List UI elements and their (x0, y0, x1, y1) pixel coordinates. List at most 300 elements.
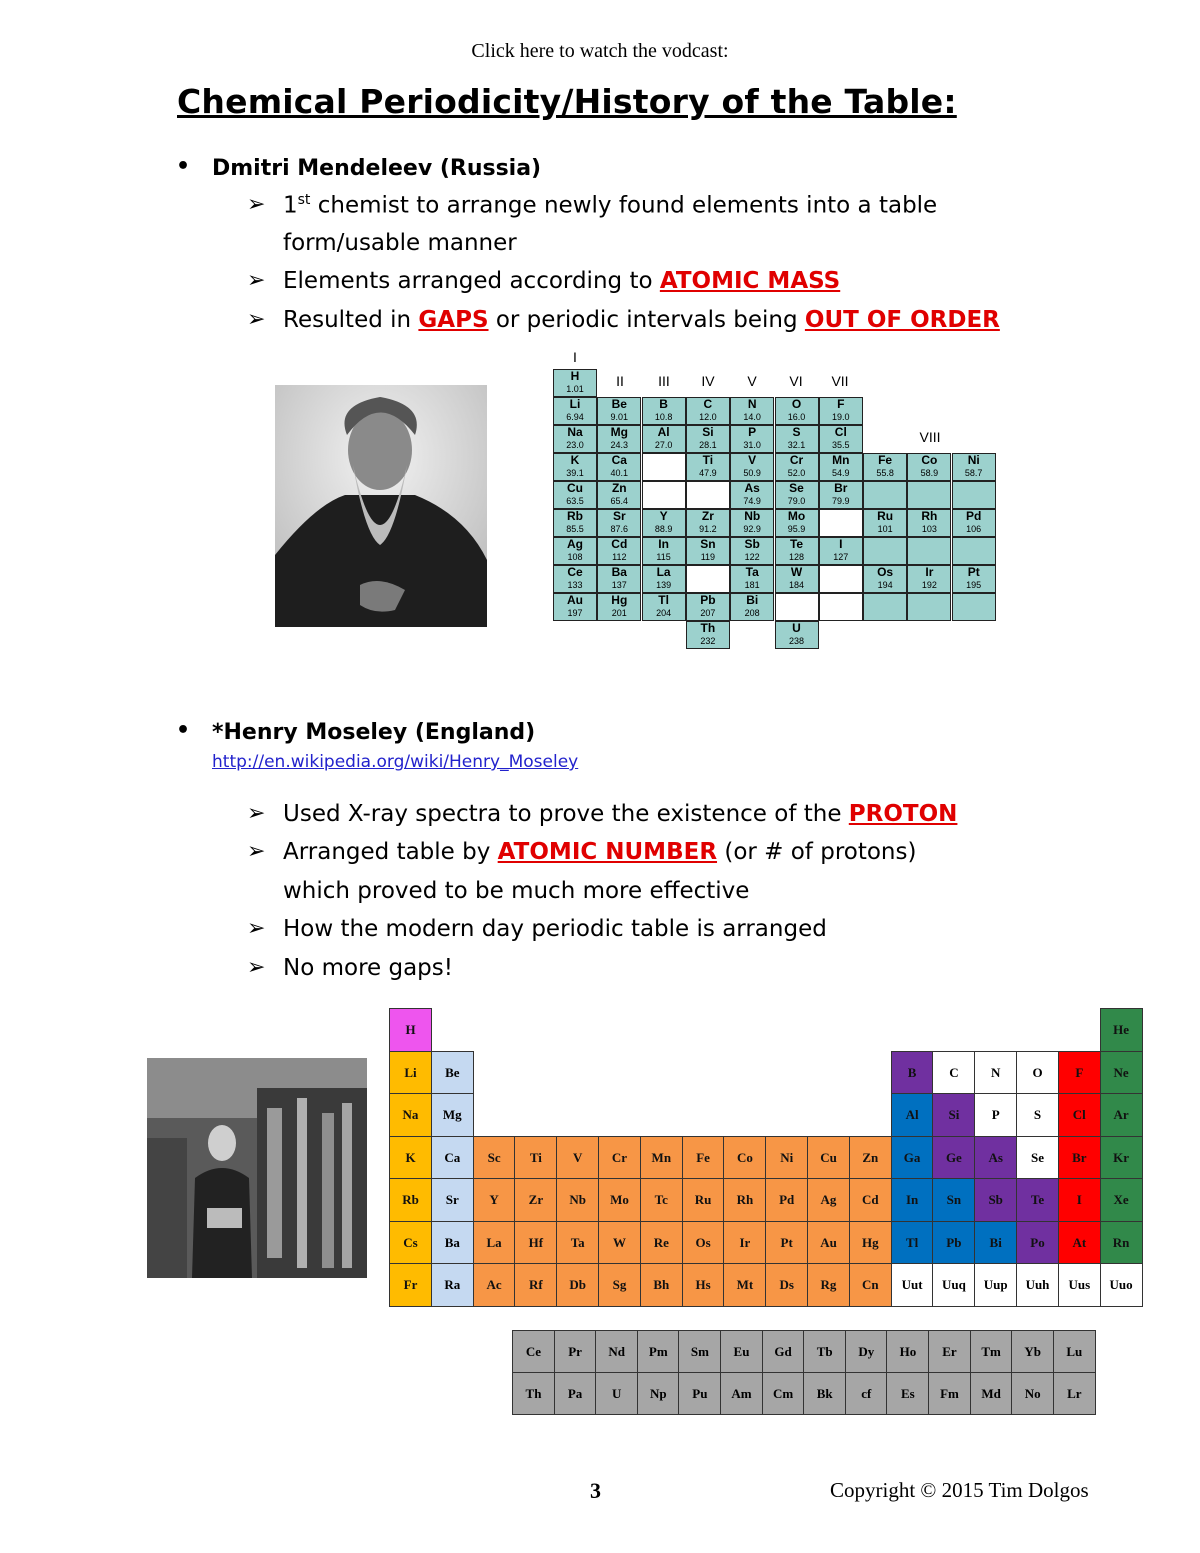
lanthanide-cell (720, 1330, 763, 1373)
element-symbol: Ge (945, 1149, 962, 1165)
element-symbol: Cr (611, 1149, 628, 1165)
element-mass: 6.94 (566, 412, 584, 422)
element-symbol: I (839, 537, 843, 551)
element-symbol: W (790, 565, 803, 579)
group-label: VII (831, 373, 849, 389)
element-symbol: Pu (692, 1385, 708, 1401)
element-symbol: Y (659, 509, 668, 523)
element-cell (556, 1221, 599, 1265)
element-symbol: Sg (612, 1277, 627, 1292)
element-cell (891, 1221, 934, 1265)
element-symbol: Kr (1113, 1149, 1130, 1165)
element-cell (974, 1136, 1017, 1180)
mendeleev-element-cell (730, 565, 774, 593)
element-mass: 181 (744, 580, 760, 590)
mendeleev-filler-cell (907, 593, 951, 621)
mendeleev-element-cell (863, 509, 907, 537)
mendeleev-element-cell (597, 537, 641, 565)
element-symbol: Ac (486, 1277, 502, 1292)
element-cell (598, 1263, 641, 1307)
element-symbol: Bh (653, 1277, 670, 1292)
element-symbol: La (656, 565, 671, 579)
element-symbol: Ir (739, 1234, 751, 1250)
element-cell (974, 1263, 1017, 1307)
element-mass: 10.8 (654, 412, 673, 422)
element-symbol: S (792, 425, 801, 439)
element-symbol: At (1072, 1234, 1087, 1250)
mendeleev-element-cell (819, 453, 863, 481)
mendeleev-element-cell (907, 565, 951, 593)
element-mass: 127 (833, 552, 849, 562)
element-symbol: Au (820, 1234, 837, 1250)
element-symbol: Y (489, 1192, 499, 1207)
element-cell (932, 1093, 975, 1137)
element-symbol: Te (789, 537, 804, 551)
element-cell (1100, 1136, 1143, 1180)
element-mass: 122 (744, 552, 760, 562)
element-cell (891, 1136, 934, 1180)
element-symbol: Po (1030, 1234, 1045, 1250)
mendeleev-element-cell (775, 565, 819, 593)
element-cell (682, 1263, 725, 1307)
mendeleev-filler-cell (863, 537, 907, 565)
element-cell (389, 1051, 432, 1095)
element-mass: 79.9 (832, 496, 850, 506)
mendeleev-gap-cell (642, 453, 686, 481)
arrow-bullet-icon: ➢ (247, 192, 266, 217)
element-symbol: Lr (1067, 1385, 1082, 1401)
element-symbol: Ho (899, 1343, 917, 1359)
mendeleev-gap-cell (686, 565, 730, 593)
element-symbol: As (744, 481, 760, 495)
element-cell (514, 1178, 557, 1222)
element-cell (1058, 1178, 1101, 1222)
element-symbol: Ne (1113, 1064, 1129, 1080)
element-cell (1058, 1093, 1101, 1137)
element-symbol: Ni (780, 1149, 794, 1165)
mendeleev-element-cell (775, 509, 819, 537)
element-mass: 39.1 (566, 468, 584, 478)
element-symbol: N (747, 397, 757, 411)
element-symbol: Ba (611, 565, 627, 579)
mendeleev-gap-cell (775, 593, 819, 621)
element-symbol: U (792, 621, 801, 635)
element-mass: 208 (744, 608, 760, 618)
element-cell (1016, 1263, 1059, 1307)
element-cell (556, 1136, 599, 1180)
element-symbol: La (486, 1234, 502, 1250)
element-symbol: Th (700, 621, 716, 635)
element-symbol: Zn (611, 481, 627, 495)
actinide-cell (845, 1372, 888, 1415)
element-symbol: Th (525, 1385, 542, 1401)
element-mass: 112 (612, 552, 627, 562)
element-cell (849, 1263, 892, 1307)
element-symbol: Lu (1066, 1343, 1083, 1359)
element-symbol: Pr (568, 1343, 582, 1359)
mendeleev-element-cell (730, 537, 774, 565)
element-cell (682, 1221, 725, 1265)
element-symbol: P (991, 1107, 1000, 1122)
element-mass: 201 (611, 608, 627, 618)
lanthanide-cell (762, 1330, 805, 1373)
element-mass: 79.0 (787, 496, 806, 506)
group-label: IV (701, 373, 715, 389)
element-symbol: Ds (779, 1277, 794, 1292)
element-mass: 88.9 (654, 524, 673, 534)
element-symbol: Ta (745, 565, 759, 579)
actinide-cell (720, 1372, 763, 1415)
element-symbol: H (570, 369, 580, 383)
element-symbol: V (572, 1149, 583, 1165)
element-symbol: cf (861, 1385, 872, 1401)
element-symbol: Mn (832, 453, 850, 467)
element-mass: 137 (611, 580, 627, 590)
mendeleev-element-cell (553, 481, 597, 509)
actinide-cell (512, 1372, 555, 1415)
element-symbol: Zn (862, 1149, 879, 1165)
element-symbol: Pa (567, 1385, 583, 1401)
mendeleev-element-cell (686, 397, 730, 425)
element-mass: 139 (656, 580, 672, 590)
element-mass: 85.5 (566, 524, 584, 534)
mendeleev-element-cell (819, 397, 863, 425)
mendeleev-element-cell (730, 481, 774, 509)
mendeleev-element-cell (730, 397, 774, 425)
element-symbol: Tc (654, 1192, 668, 1207)
element-cell (807, 1221, 850, 1265)
element-symbol: Os (695, 1234, 711, 1250)
actinide-cell (762, 1372, 805, 1415)
element-symbol: Eu (733, 1343, 750, 1359)
element-symbol: Sn (700, 537, 716, 551)
mendeleev-element-cell (819, 481, 863, 509)
element-cell (1100, 1178, 1143, 1222)
element-mass: 1.01 (566, 384, 584, 394)
element-symbol: Db (569, 1277, 586, 1292)
element-symbol: Mn (651, 1149, 672, 1165)
element-mass: 47.9 (699, 468, 717, 478)
element-symbol: Uuq (941, 1277, 966, 1292)
mendeleev-element-cell (553, 425, 597, 453)
element-symbol: F (1075, 1064, 1084, 1080)
element-symbol: Hg (611, 593, 628, 607)
element-symbol: Hg (861, 1234, 879, 1250)
actinide-cell (886, 1372, 929, 1415)
element-cell (1100, 1263, 1143, 1307)
element-symbol: Ni (967, 453, 980, 467)
mendeleev-heading-text: Dmitri Mendeleev (Russia) (212, 156, 542, 181)
element-cell (556, 1263, 599, 1307)
element-cell (1016, 1136, 1059, 1180)
bullet-icon: • (176, 718, 191, 743)
moseley-point-2-cont: which proved to be much more effective (283, 878, 750, 904)
element-symbol: H (405, 1022, 416, 1037)
element-symbol: Zr (528, 1192, 544, 1207)
element-symbol: Cd (611, 537, 628, 551)
element-symbol: Rh (921, 509, 938, 523)
element-symbol: Pb (700, 593, 716, 607)
element-cell (431, 1051, 474, 1095)
element-cell (974, 1051, 1017, 1095)
element-symbol: W (613, 1234, 626, 1250)
mendeleev-gap-cell (819, 565, 863, 593)
element-symbol: Gd (774, 1343, 792, 1359)
element-mass: 28.1 (699, 440, 717, 450)
element-symbol: Sc (487, 1149, 501, 1165)
element-symbol: Uup (983, 1277, 1008, 1292)
actinide-cell (970, 1372, 1013, 1415)
element-symbol: Ir (925, 565, 934, 579)
element-symbol: Hs (695, 1277, 711, 1292)
element-mass: 195 (966, 580, 982, 590)
element-cell (1016, 1093, 1059, 1137)
lanthanide-cell (637, 1330, 680, 1373)
group-label: III (658, 373, 670, 389)
mendeleev-element-cell (775, 621, 819, 649)
element-cell (514, 1136, 557, 1180)
lanthanide-cell (803, 1330, 846, 1373)
element-mass: 192 (921, 580, 937, 590)
element-symbol: Yb (1024, 1343, 1041, 1359)
element-symbol: Ta (570, 1234, 585, 1250)
element-mass: 65.4 (610, 496, 629, 506)
element-symbol: Re (653, 1234, 669, 1250)
element-symbol: Ag (567, 537, 583, 551)
bullet-icon: • (176, 154, 191, 179)
element-cell (1058, 1221, 1101, 1265)
element-mass: 74.9 (743, 496, 761, 506)
element-cell (765, 1178, 808, 1222)
element-cell (723, 1263, 766, 1307)
element-symbol: In (905, 1192, 919, 1207)
mendeleev-element-cell (686, 621, 730, 649)
point-text: Arranged table by (283, 839, 498, 865)
element-cell (598, 1178, 641, 1222)
lanthanide-cell (845, 1330, 888, 1373)
element-cell (1100, 1221, 1143, 1265)
element-symbol: In (658, 537, 669, 551)
element-mass: 128 (788, 552, 805, 562)
element-symbol: Fr (403, 1277, 418, 1292)
mendeleev-gap-cell (642, 481, 686, 509)
element-symbol: Cm (772, 1385, 794, 1401)
element-symbol: Pt (780, 1234, 793, 1250)
lanthanide-cell (595, 1330, 638, 1373)
element-mass: 58.9 (920, 468, 939, 478)
element-symbol: Rh (736, 1192, 754, 1207)
element-cell (389, 1263, 432, 1307)
element-symbol: F (837, 397, 845, 411)
element-cell (556, 1178, 599, 1222)
wikipedia-link[interactable]: http://en.wikipedia.org/wiki/Henry_Moseley (212, 752, 579, 772)
element-symbol: Li (404, 1064, 417, 1080)
actinide-cell (1053, 1372, 1096, 1415)
element-cell (765, 1221, 808, 1265)
element-mass: 108 (567, 552, 583, 562)
lanthanide-cell (928, 1330, 971, 1373)
element-symbol: Mo (787, 509, 806, 523)
point-text: or periodic intervals being (488, 307, 805, 333)
element-symbol: Cd (861, 1192, 879, 1207)
mendeleev-element-cell (775, 397, 819, 425)
element-cell (849, 1178, 892, 1222)
element-symbol: Tl (658, 593, 669, 607)
element-mass: 197 (567, 608, 583, 618)
mendeleev-element-cell (952, 453, 996, 481)
mendeleev-element-cell (863, 565, 907, 593)
element-symbol: Bi (989, 1234, 1002, 1250)
element-symbol: Fm (940, 1385, 959, 1401)
element-symbol: Bk (816, 1385, 833, 1401)
element-symbol: Nd (608, 1343, 625, 1359)
element-symbol: Ar (1113, 1107, 1129, 1122)
element-mass: 87.6 (610, 524, 629, 534)
point-text: 1 (283, 192, 298, 219)
vodcast-link[interactable]: Click here to watch the vodcast: (471, 40, 729, 62)
element-symbol: Au (567, 593, 583, 607)
actinide-cell (595, 1372, 638, 1415)
element-symbol: Nb (569, 1192, 586, 1207)
element-mass: 91.2 (699, 524, 717, 534)
lanthanide-cell (554, 1330, 597, 1373)
element-cell (431, 1178, 474, 1222)
element-mass: 23.0 (566, 440, 584, 450)
element-symbol: Tb (816, 1343, 833, 1359)
moseley-photo (147, 1058, 367, 1278)
lanthanide-cell (970, 1330, 1013, 1373)
element-symbol: Br (834, 481, 848, 495)
arrow-bullet-icon: ➢ (247, 268, 266, 293)
mendeleev-element-cell (597, 453, 641, 481)
element-symbol: V (748, 453, 757, 467)
element-symbol: Te (1030, 1192, 1045, 1207)
element-cell (974, 1093, 1017, 1137)
element-mass: 232 (700, 636, 716, 646)
element-symbol: Si (948, 1107, 960, 1122)
mendeleev-element-cell (686, 593, 730, 621)
element-symbol: Pd (966, 509, 982, 523)
mendeleev-element-cell (597, 509, 641, 537)
element-cell (473, 1263, 516, 1307)
element-symbol: Ca (611, 453, 627, 467)
element-symbol: Xe (1113, 1192, 1129, 1207)
element-symbol: Sb (988, 1192, 1003, 1207)
element-cell (514, 1263, 557, 1307)
element-cell (974, 1221, 1017, 1265)
keyword-gaps: GAPS (418, 307, 489, 333)
element-symbol: Uut (901, 1277, 923, 1292)
element-symbol: Na (567, 425, 583, 439)
group-label: I (573, 349, 577, 365)
point-text: chemist to arrange newly found elements into a table (310, 192, 938, 219)
element-cell (1016, 1178, 1059, 1222)
element-symbol: Be (445, 1064, 460, 1080)
mendeleev-element-cell (863, 453, 907, 481)
element-symbol: Sr (612, 509, 626, 523)
element-symbol: Mt (736, 1277, 754, 1292)
mendeleev-point-1-cont: form/usable manner (283, 230, 517, 256)
element-cell (431, 1093, 474, 1137)
element-symbol: Am (731, 1385, 752, 1401)
element-symbol: Tm (981, 1343, 1001, 1359)
mendeleev-element-cell (730, 593, 774, 621)
element-cell (849, 1136, 892, 1180)
mendeleev-point-1 (247, 192, 938, 219)
element-symbol: Cr (789, 453, 804, 467)
element-symbol: Br (1072, 1149, 1087, 1165)
lanthanide-cell (512, 1330, 555, 1373)
group-label: II (616, 373, 624, 389)
element-cell (389, 1178, 432, 1222)
element-cell (932, 1263, 975, 1307)
mendeleev-point-3 (247, 307, 1000, 333)
mendeleev-element-cell (907, 509, 951, 537)
element-mass: 9.01 (610, 412, 629, 422)
element-symbol: Pb (946, 1234, 962, 1250)
element-cell (389, 1008, 432, 1052)
mendeleev-element-cell (553, 565, 597, 593)
element-mass: 92.9 (743, 524, 761, 534)
arrow-bullet-icon: ➢ (247, 916, 266, 941)
element-symbol: Nb (744, 509, 761, 523)
element-symbol: Ra (444, 1277, 461, 1292)
element-symbol: Ti (702, 453, 714, 467)
element-symbol: Uuo (1109, 1277, 1133, 1292)
element-mass: 204 (656, 608, 672, 618)
element-cell (891, 1178, 934, 1222)
element-symbol: Pd (779, 1192, 795, 1207)
element-symbol: C (949, 1064, 959, 1080)
actinide-cell (803, 1372, 846, 1415)
mendeleev-element-cell (553, 397, 597, 425)
element-symbol: Pt (967, 565, 980, 579)
element-cell (1058, 1051, 1101, 1095)
group-label: V (747, 373, 757, 389)
element-cell (891, 1093, 934, 1137)
element-symbol: Sm (690, 1343, 709, 1359)
point-text: Elements arranged according to (283, 268, 660, 294)
element-symbol: Si (702, 425, 714, 439)
element-symbol: Be (611, 397, 627, 411)
element-cell (640, 1136, 683, 1180)
element-symbol: Ca (444, 1149, 461, 1165)
element-cell (723, 1178, 766, 1222)
element-symbol: Na (402, 1107, 419, 1122)
element-symbol: Ce (567, 565, 583, 579)
mendeleev-element-cell (775, 453, 819, 481)
element-symbol: Fe (878, 453, 893, 467)
element-cell (389, 1093, 432, 1137)
element-cell (765, 1263, 808, 1307)
element-symbol: K (405, 1149, 416, 1165)
element-cell (932, 1136, 975, 1180)
element-cell (1100, 1051, 1143, 1095)
element-symbol: Ti (529, 1149, 542, 1165)
element-cell (514, 1221, 557, 1265)
mendeleev-element-cell (686, 509, 730, 537)
page-number: 3 (590, 1478, 601, 1503)
element-symbol: Fe (696, 1149, 710, 1165)
element-mass: 119 (700, 552, 716, 562)
element-symbol: Ag (820, 1192, 837, 1207)
point-text: No more gaps! (283, 955, 453, 981)
mendeleev-element-cell (597, 481, 641, 509)
mendeleev-element-cell (775, 425, 819, 453)
element-symbol: I (1076, 1192, 1082, 1207)
element-cell (640, 1263, 683, 1307)
group-label: VIII (919, 429, 941, 445)
